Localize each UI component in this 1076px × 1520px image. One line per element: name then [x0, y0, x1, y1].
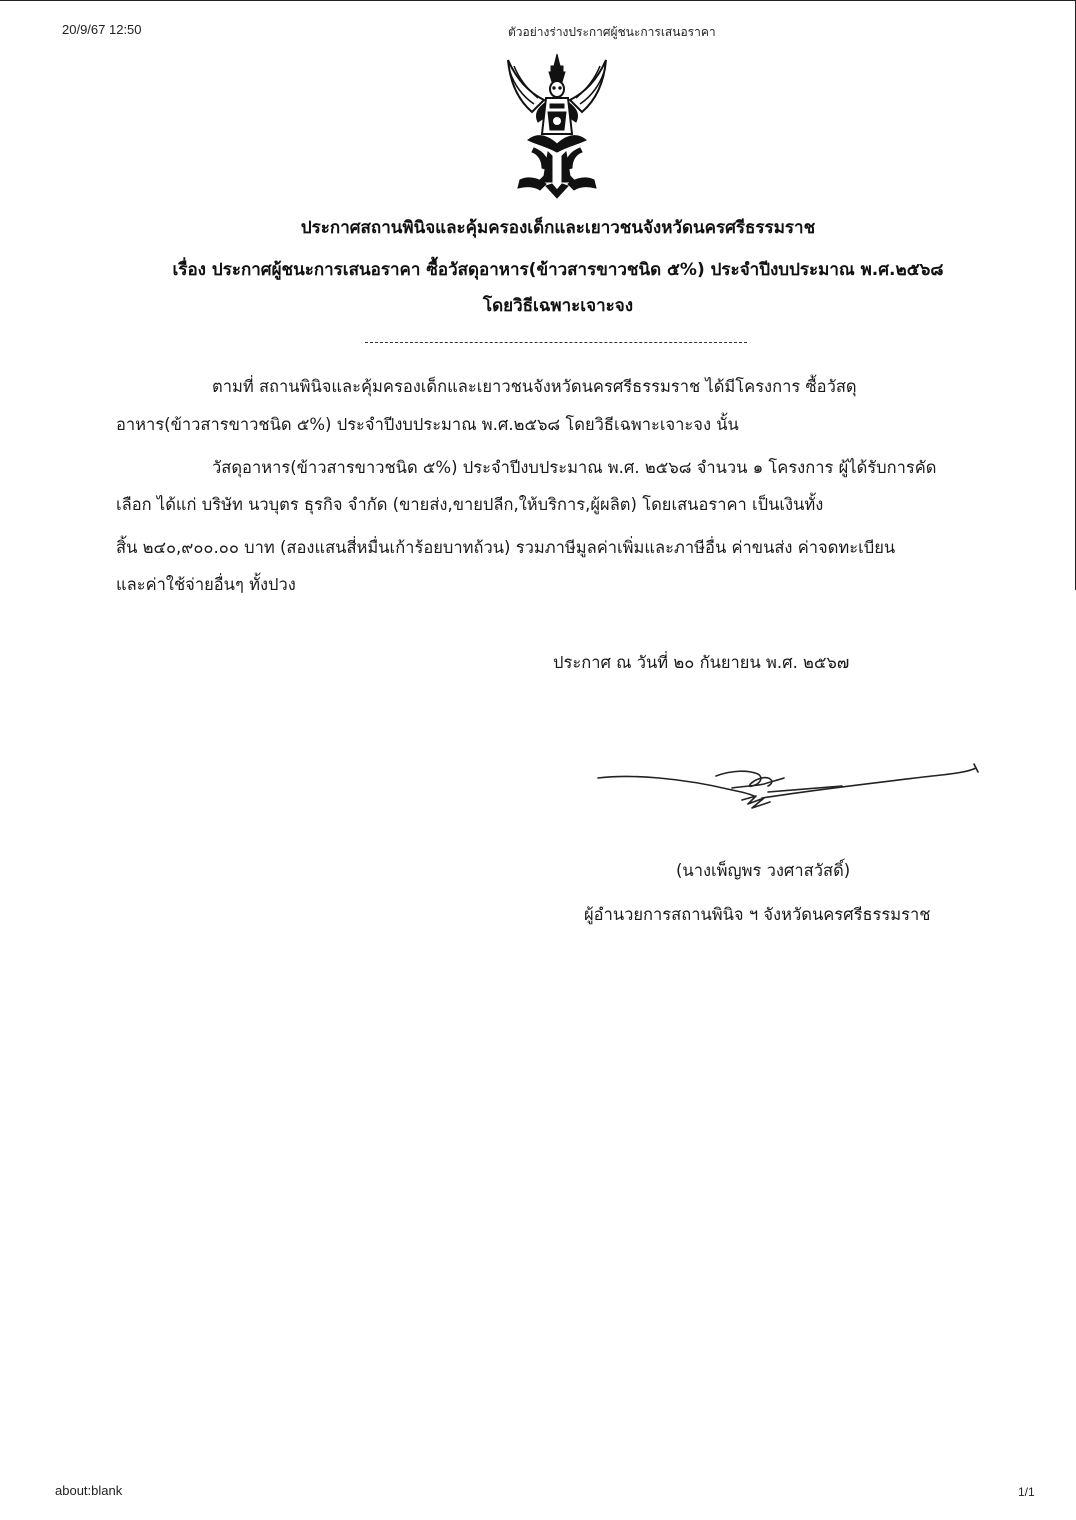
print-datetime: 20/9/67 12:50 — [62, 22, 142, 37]
body-line: สิ้น ๒๔๐,๙๐๐.๐๐ บาท (สองแสนสี่หมื่นเก้าร้อยบาทถ้วน) รวมภาษีมูลค่าเพิ่มและภาษีอื่น ค่าขนส่ง ค่าจดทะเบียน — [116, 538, 896, 557]
print-url: about:blank — [55, 1483, 123, 1498]
announcement-subject: เรื่อง ประกาศผู้ชนะการเสนอราคา ซื้อวัสดุอาหาร(ข้าวสารขาวชนิด ๕%) ประจำปีงบประมาณ พ.ศ.๒๕๖๘ — [172, 260, 944, 280]
announcement-method: โดยวิธีเฉพาะเจาะจง — [482, 296, 634, 316]
print-document-title: ตัวอย่างร่างประกาศผู้ชนะการเสนอราคา — [508, 25, 716, 39]
body-line: อาหาร(ข้าวสารขาวชนิด ๕%) ประจำปีงบประมาณ พ.ศ.๒๕๖๘ โดยวิธีเฉพาะเจาะจง นั้น — [116, 415, 739, 434]
body-line: เลือก ได้แก่ บริษัท นวบุตร ธุรกิจ จำกัด (ขายส่ง,ขายปลีก,ให้บริการ,ผู้ผลิต) โดยเสนอราคา เป็นเงินทั้ง — [116, 495, 824, 514]
announcement-date: ประกาศ ณ วันที่ ๒๐ กันยายน พ.ศ. ๒๕๖๗ — [553, 653, 850, 672]
title-divider — [365, 342, 747, 343]
body-line: วัสดุอาหาร(ข้าวสารขาวชนิด ๕%) ประจำปีงบประมาณ พ.ศ. ๒๕๖๘ จำนวน ๑ โครงการ ผู้ได้รับการคัด — [212, 458, 937, 477]
handwritten-signature — [592, 756, 984, 820]
body-line: ตามที่ สถานพินิจและคุ้มครองเด็กและเยาวชนจังหวัดนครศรีธรรมราช ได้มีโครงการ ซื้อวัสดุ — [212, 377, 857, 396]
announcement-title: ประกาศสถานพินิจและคุ้มครองเด็กและเยาวชนจังหวัดนครศรีธรรมราช — [300, 218, 816, 238]
page-top-edge — [0, 0, 1076, 1]
signer-name: (นางเพ็ญพร วงศาสวัสดิ์) — [676, 861, 851, 880]
print-page-number: 1/1 — [1018, 1485, 1035, 1499]
signer-position: ผู้อำนวยการสถานพินิจ ฯ จังหวัดนครศรีธรรมราช — [584, 905, 931, 924]
body-line: และค่าใช้จ่ายอื่นๆ ทั้งปวง — [116, 575, 296, 594]
garuda-emblem-icon — [498, 52, 616, 200]
